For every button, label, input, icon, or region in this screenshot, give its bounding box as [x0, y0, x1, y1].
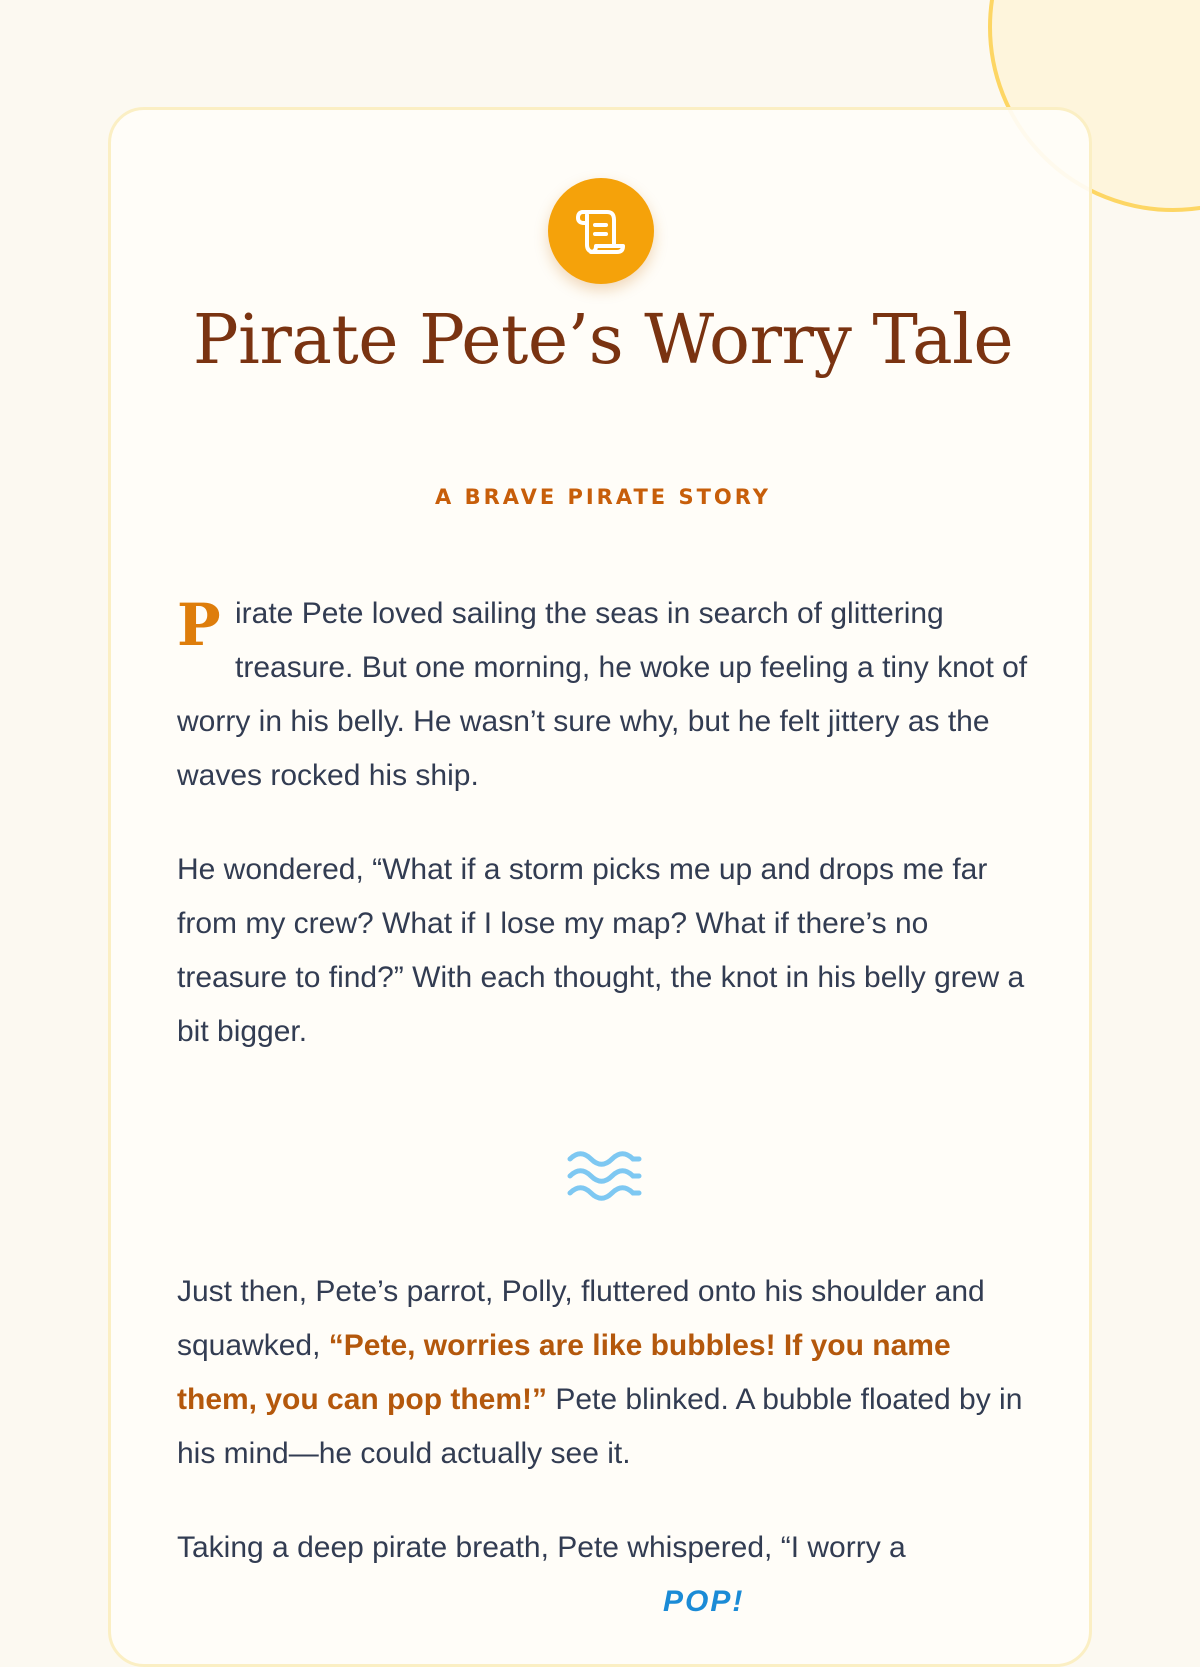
story-subtitle: A BRAVE PIRATE STORY [435, 485, 771, 509]
story-title: Pirate Pete’s Worry Tale [192, 301, 1014, 380]
story-paragraph [177, 1521, 1033, 1629]
wave-divider [177, 1059, 1033, 1265]
story-body [177, 587, 1033, 1629]
drop-cap: P [177, 591, 221, 659]
scroll-icon [573, 203, 629, 259]
waves-icon [567, 1149, 643, 1205]
pop-word: POP! [663, 1585, 745, 1618]
scroll-icon-badge [548, 178, 654, 284]
story-card [108, 107, 1092, 1667]
paragraph-text: irate Pete loved sailing the seas in search of glittering treasure. But one morning, he woke up feeling a tiny knot of worry in his belly. He wasn’t sure why, but he felt jittery as the waves rocked his ship. [177, 597, 1028, 792]
story-paragraph: He wondered, “What if a storm picks me up and drops me far from my crew? What if I lose my map? What if there’s no treasure to find?” With each thought, the knot in his belly grew a bit bigger. [177, 853, 1025, 1048]
story-paragraph [177, 1265, 1033, 1481]
paragraph-text: Just then, Pete’s parrot, Polly, fluttered onto his shoulder and squawked, [177, 1275, 985, 1362]
paragraph-text: Taking a deep pirate breath, Pete whispered, “I worry a [177, 1531, 906, 1564]
story-paragraph [177, 587, 1033, 803]
paragraph-text: Pete blinked. A bubble floated by in his mind—he could actually see it. [177, 1383, 1023, 1470]
parrot-quote: “Pete, worries are like bubbles! If you name them, you can pop them!” [177, 1329, 951, 1416]
